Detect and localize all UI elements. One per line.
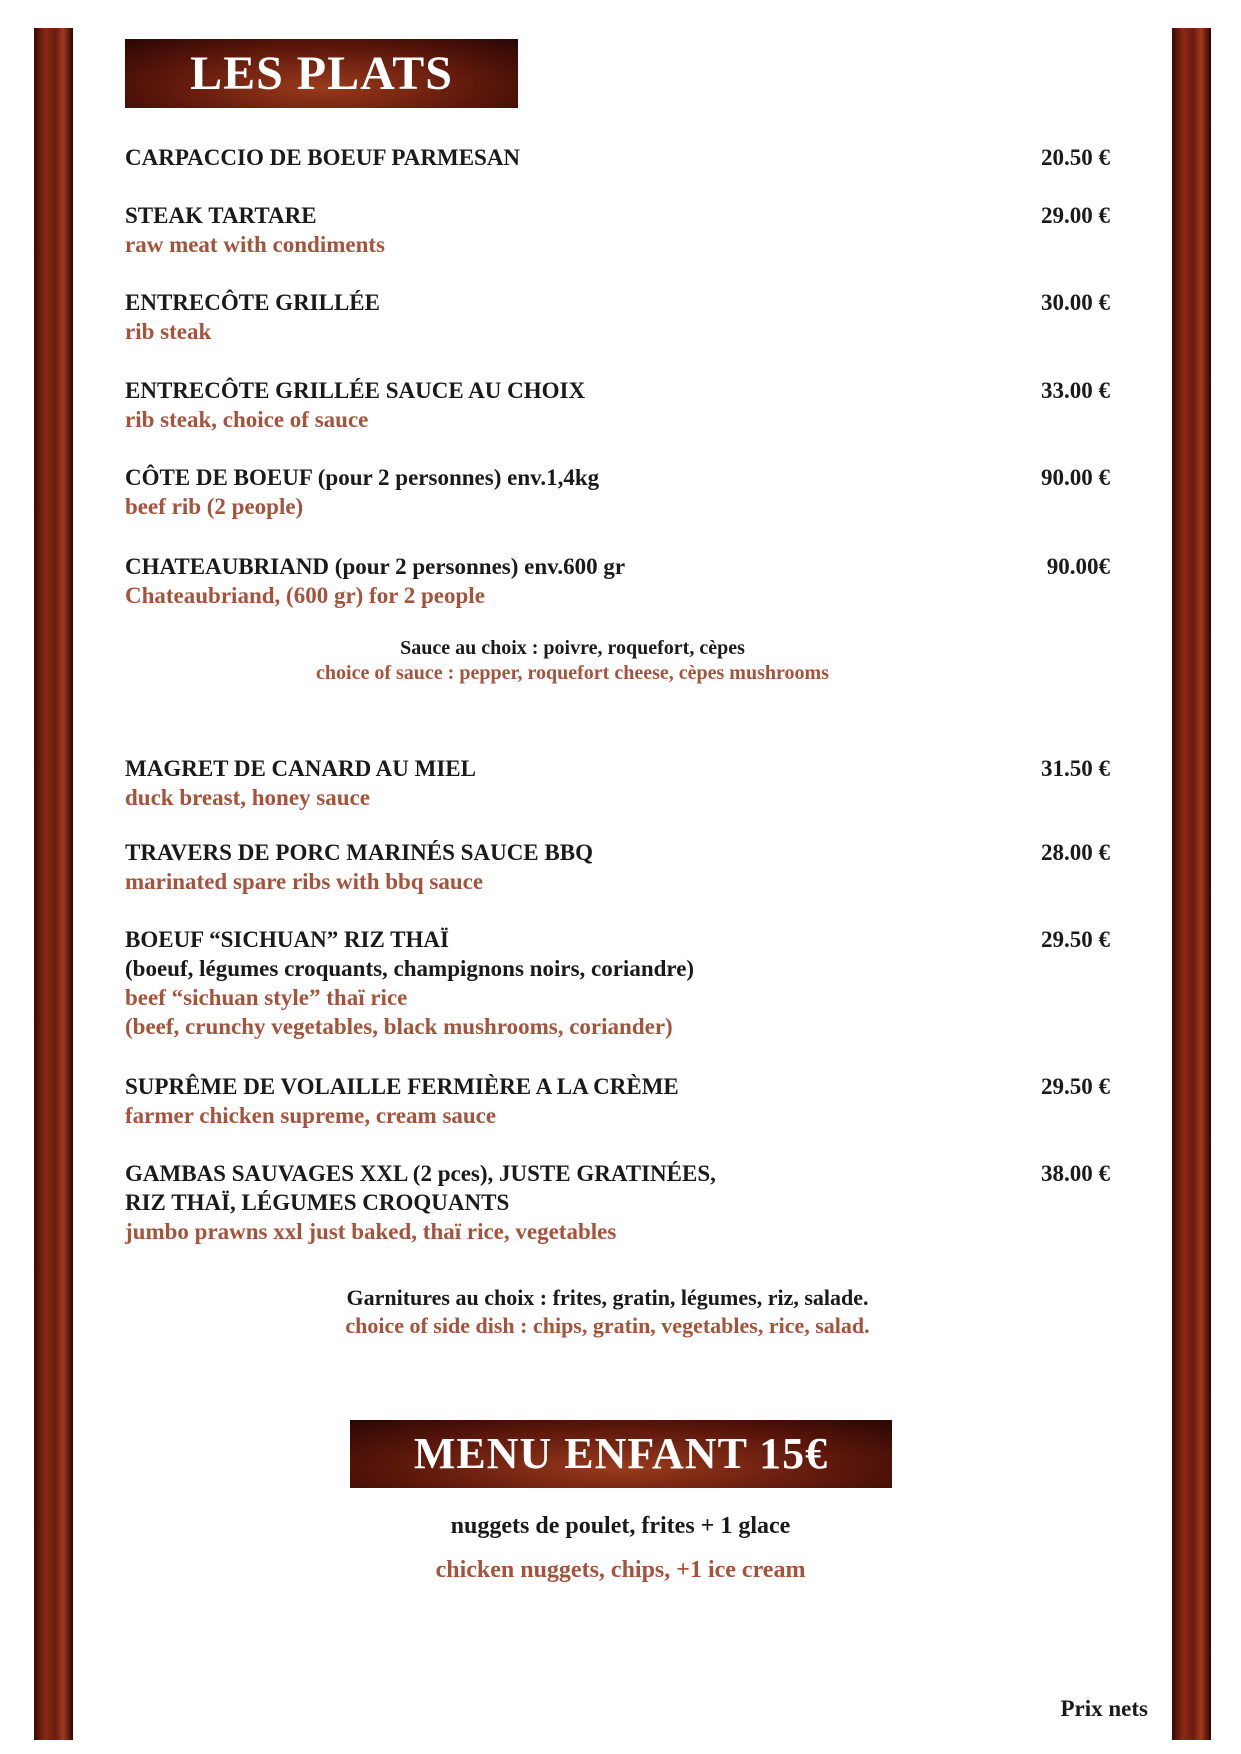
menu-item <box>125 201 1110 259</box>
net-prices-footer: Prix nets <box>1060 1696 1148 1721</box>
item-name: ENTRECÔTE GRILLÉE SAUCE AU CHOIX <box>125 378 586 403</box>
item-translation: rib steak <box>125 319 212 344</box>
item-name: ENTRECÔTE GRILLÉE <box>125 290 380 315</box>
item-name: SUPRÊME DE VOLAILLE FERMIÈRE A LA CRÈME <box>125 1074 679 1099</box>
item-price: 31.50 € <box>1041 756 1110 781</box>
item-translation: beef “sichuan style” thaï rice <box>125 985 408 1010</box>
item-name: TRAVERS DE PORC MARINÉS SAUCE BBQ <box>125 840 593 865</box>
menu-item <box>125 1072 1110 1130</box>
item-name: STEAK TARTARE <box>125 203 317 228</box>
menu-item <box>125 463 1110 521</box>
sauce-note-en: choice of sauce : pepper, roquefort cheese, cèpes mushrooms <box>316 662 829 684</box>
item-translation-description: (beef, crunchy vegetables, black mushrooms, coriander) <box>125 1014 673 1039</box>
item-translation: jumbo prawns xxl just baked, thaï rice, vegetables <box>125 1219 617 1244</box>
sauce-note <box>80 636 1065 686</box>
item-translation: farmer chicken supreme, cream sauce <box>125 1103 497 1128</box>
item-translation: rib steak, choice of sauce <box>125 407 369 432</box>
item-translation: beef rib (2 people) <box>125 494 304 519</box>
item-name: MAGRET DE CANARD AU MIEL <box>125 756 476 781</box>
menu-item <box>125 143 1110 172</box>
item-name: CÔTE DE BOEUF (pour 2 personnes) env.1,4kg <box>125 465 600 490</box>
item-translation: Chateaubriand, (600 gr) for 2 people <box>125 583 485 608</box>
item-price: 90.00 € <box>1041 465 1110 490</box>
menu-item <box>125 925 1110 1041</box>
kids-menu-en: chicken nuggets, chips, +1 ice cream <box>435 1557 806 1583</box>
menu-item <box>125 754 1110 812</box>
item-price: 29.50 € <box>1041 927 1110 952</box>
menu-item <box>125 376 1110 434</box>
item-price: 90.00€ <box>1046 554 1110 579</box>
item-name: CHATEAUBRIAND (pour 2 personnes) env.600 gr <box>125 554 626 579</box>
item-price: 29.00 € <box>1041 203 1110 228</box>
menu-item <box>125 1159 1110 1246</box>
side-note-fr: Garnitures au choix : frites, gratin, légumes, riz, salade. <box>346 1285 869 1310</box>
menu-item <box>125 838 1110 896</box>
item-price: 38.00 € <box>1041 1161 1110 1186</box>
right-wood-border <box>1172 28 1211 1740</box>
item-translation: marinated spare ribs with bbq sauce <box>125 869 484 894</box>
item-description: (boeuf, légumes croquants, champignons noirs, coriandre) <box>125 956 695 981</box>
side-note-en: choice of side dish : chips, gratin, vegetables, rice, salad. <box>345 1313 870 1338</box>
kids-menu-title: MENU ENFANT 15€ <box>350 1420 892 1488</box>
menu-item <box>125 552 1110 610</box>
section-title: LES PLATS <box>125 39 518 108</box>
item-price: 33.00 € <box>1041 378 1110 403</box>
sauce-note-fr: Sauce au choix : poivre, roquefort, cèpes <box>400 637 745 659</box>
menu-item <box>125 288 1110 346</box>
item-price: 30.00 € <box>1041 290 1110 315</box>
item-price: 28.00 € <box>1041 840 1110 865</box>
side-dish-note <box>115 1284 1100 1340</box>
item-price: 20.50 € <box>1041 145 1110 170</box>
item-name: GAMBAS SAUVAGES XXL (2 pces), JUSTE GRATINÉES, <box>125 1161 716 1186</box>
item-price: 29.50 € <box>1041 1074 1110 1099</box>
item-name-line2: RIZ THAÏ, LÉGUMES CROQUANTS <box>125 1190 510 1215</box>
item-name: BOEUF “SICHUAN” RIZ THAÏ <box>125 927 449 952</box>
kids-menu-description <box>0 1504 1241 1592</box>
item-name: CARPACCIO DE BOEUF PARMESAN <box>125 145 521 170</box>
item-translation: duck breast, honey sauce <box>125 785 370 810</box>
item-translation: raw meat with condiments <box>125 232 385 257</box>
kids-menu-fr: nuggets de poulet, frites + 1 glace <box>450 1513 791 1539</box>
left-wood-border <box>34 28 73 1740</box>
